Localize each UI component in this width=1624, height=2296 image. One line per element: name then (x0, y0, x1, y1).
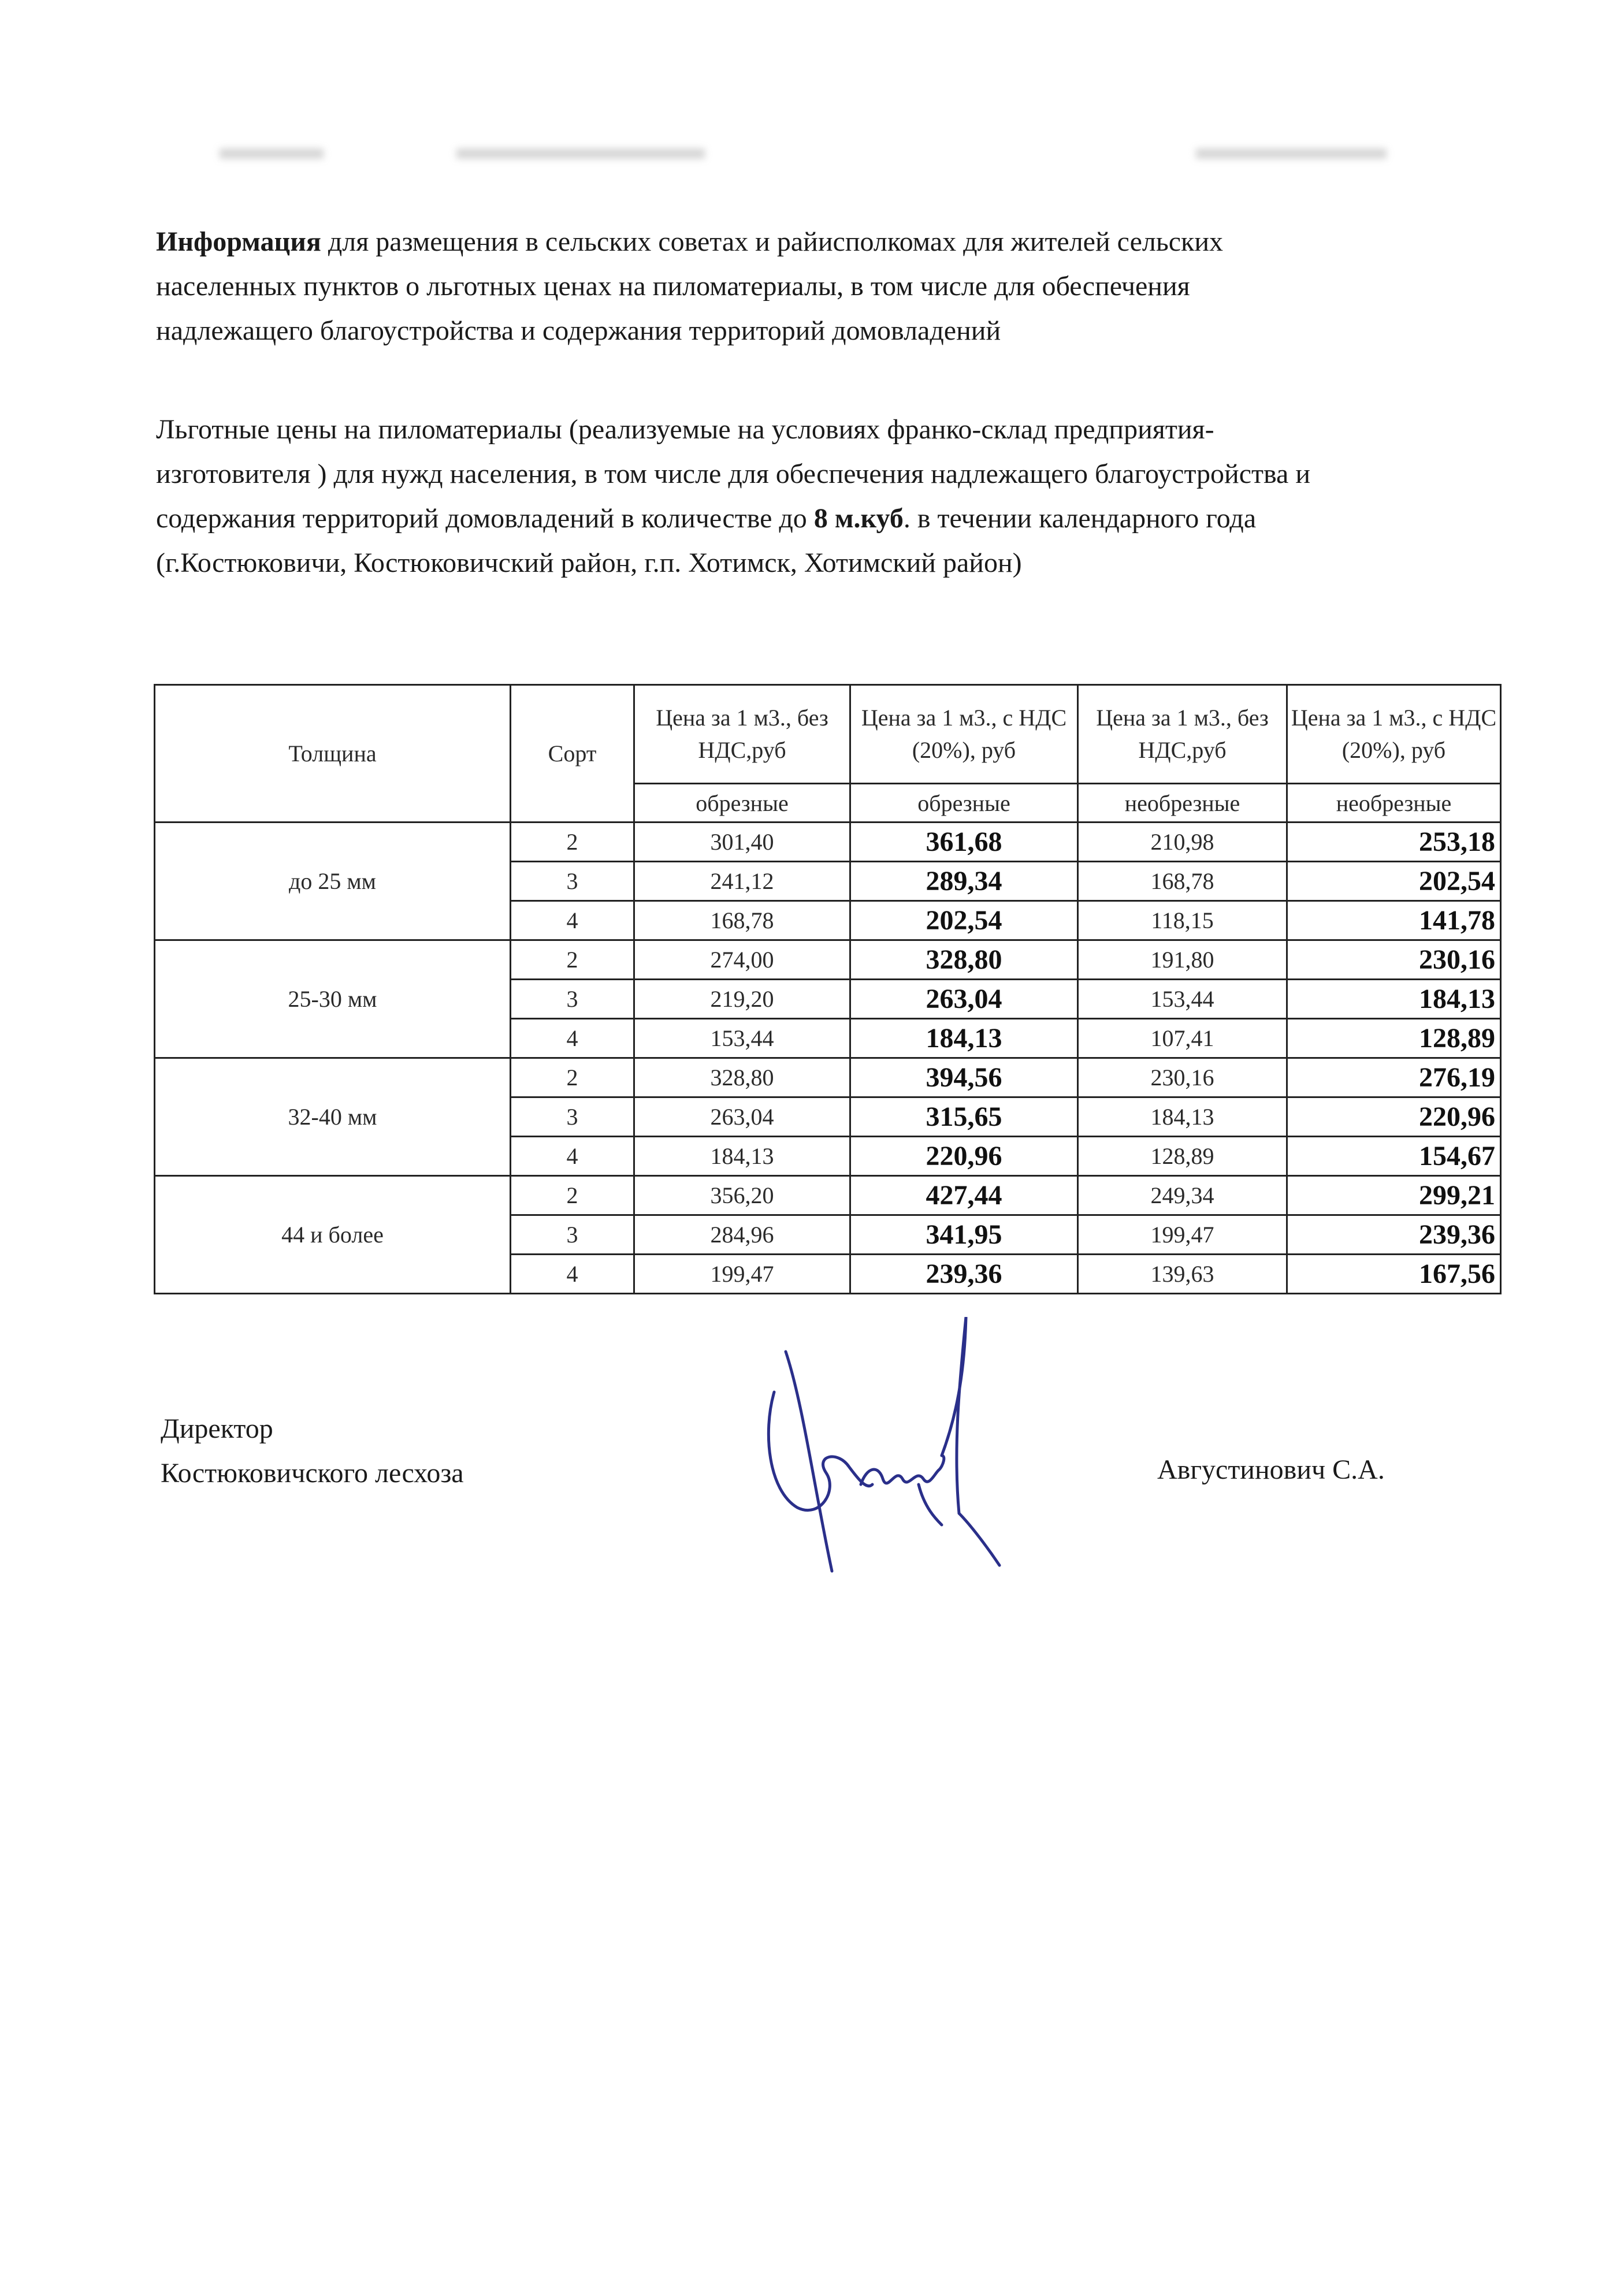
grade-cell: 2 (511, 1176, 634, 1215)
header-price-unedged-vat: Цена за 1 м3., с НДС (20%), руб (1287, 685, 1501, 784)
price-vat-cell: 394,56 (850, 1058, 1078, 1097)
price-cell: 356,20 (634, 1176, 850, 1215)
price-vat-cell: 202,54 (850, 901, 1078, 940)
price-vat-cell: 289,34 (850, 862, 1078, 901)
price-cell: 219,20 (634, 980, 850, 1019)
grade-cell: 2 (511, 823, 634, 862)
price-vat-cell: 220,96 (1287, 1097, 1501, 1137)
price-cell: 168,78 (1078, 862, 1287, 901)
price-vat-cell: 167,56 (1287, 1255, 1501, 1294)
grade-cell: 2 (511, 1058, 634, 1097)
subheader-unedged: необрезные (1287, 784, 1501, 823)
illegible-header-mark (1196, 136, 1387, 170)
price-cell: 199,47 (1078, 1215, 1287, 1255)
grade-cell: 4 (511, 1137, 634, 1176)
price-cell: 184,13 (1078, 1097, 1287, 1137)
price-cell: 210,98 (1078, 823, 1287, 862)
price-vat-cell: 276,19 (1287, 1058, 1501, 1097)
price-cell: 139,63 (1078, 1255, 1287, 1294)
thickness-cell: 32-40 мм (155, 1058, 511, 1176)
intro-line-1-rest: для размещения в сельских советах и райисполкомах для жителей сельских (321, 226, 1224, 257)
grade-cell: 4 (511, 901, 634, 940)
price-cell: 301,40 (634, 823, 850, 862)
header-grade: Сорт (511, 685, 634, 823)
price-table (154, 684, 1502, 1294)
illegible-header-mark (220, 136, 324, 170)
grade-cell: 4 (511, 1019, 634, 1058)
price-vat-cell: 220,96 (850, 1137, 1078, 1176)
thickness-cell: до 25 мм (155, 823, 511, 940)
table-row (155, 940, 1501, 980)
price-vat-cell: 184,13 (850, 1019, 1078, 1058)
price-cell: 230,16 (1078, 1058, 1287, 1097)
note-line-3-after: . в течении календарного года (903, 503, 1257, 534)
price-cell: 199,47 (634, 1255, 850, 1294)
thickness-cell: 44 и более (155, 1176, 511, 1294)
price-vat-cell: 239,36 (1287, 1215, 1501, 1255)
intro-line-2: населенных пунктов о льготных ценах на пиломатериалы, в том числе для обеспечения (156, 271, 1190, 302)
note-line-4: (г.Костюковичи, Костюковичский район, г.п. Хотимск, Хотимский район) (156, 548, 1022, 578)
subheader-edged: обрезные (850, 784, 1078, 823)
table-row (155, 1176, 1501, 1215)
intro-line-3: надлежащего благоустройства и содержания территорий домовладений (156, 315, 1001, 346)
price-cell: 241,12 (634, 862, 850, 901)
price-cell: 153,44 (1078, 980, 1287, 1019)
price-vat-cell: 328,80 (850, 940, 1078, 980)
price-vat-cell: 141,78 (1287, 901, 1501, 940)
table-row (155, 1058, 1501, 1097)
note-line-3-before: содержания территорий домовладений в количестве до (156, 503, 814, 534)
price-vat-cell: 253,18 (1287, 823, 1501, 862)
volume-limit: 8 м.куб (813, 503, 904, 534)
price-note-paragraph (156, 407, 1496, 585)
illegible-header-mark (456, 136, 705, 170)
price-vat-cell: 263,04 (850, 980, 1078, 1019)
price-vat-cell: 202,54 (1287, 862, 1501, 901)
price-vat-cell: 184,13 (1287, 980, 1501, 1019)
grade-cell: 2 (511, 940, 634, 980)
header-price-edged-vat: Цена за 1 м3., с НДС (20%), руб (850, 685, 1078, 784)
subheader-edged: обрезные (634, 784, 850, 823)
price-vat-cell: 230,16 (1287, 940, 1501, 980)
header-price-unedged-no-vat: Цена за 1 м3., без НДС,руб (1078, 685, 1287, 784)
subheader-unedged: необрезные (1078, 784, 1287, 823)
intro-lead: Информация (156, 226, 321, 257)
price-vat-cell: 341,95 (850, 1215, 1078, 1255)
signatory-block (161, 1406, 464, 1495)
grade-cell: 3 (511, 862, 634, 901)
intro-paragraph (156, 219, 1485, 353)
intro-line-1 (156, 219, 1485, 264)
price-cell: 107,41 (1078, 1019, 1287, 1058)
header-thickness: Толщина (155, 685, 511, 823)
price-cell: 118,15 (1078, 901, 1287, 940)
price-cell: 263,04 (634, 1097, 850, 1137)
handwritten-signature (751, 1317, 1063, 1583)
grade-cell: 4 (511, 1255, 634, 1294)
note-line-2: изготовителя ) для нужд населения, в том числе для обеспечения надлежащего благоустройства и (156, 459, 1310, 489)
price-vat-cell: 154,67 (1287, 1137, 1501, 1176)
price-cell: 184,13 (634, 1137, 850, 1176)
price-cell: 284,96 (634, 1215, 850, 1255)
price-cell: 128,89 (1078, 1137, 1287, 1176)
table-row (155, 823, 1501, 862)
price-cell: 191,80 (1078, 940, 1287, 980)
grade-cell: 3 (511, 1215, 634, 1255)
price-vat-cell: 361,68 (850, 823, 1078, 862)
price-cell: 249,34 (1078, 1176, 1287, 1215)
note-line-1: Льготные цены на пиломатериалы (реализуемые на условиях франко-склад предприятия- (156, 414, 1214, 445)
price-vat-cell: 128,89 (1287, 1019, 1501, 1058)
grade-cell: 3 (511, 1097, 634, 1137)
price-vat-cell: 299,21 (1287, 1176, 1501, 1215)
signatory-title: Директор (161, 1413, 273, 1444)
price-vat-cell: 239,36 (850, 1255, 1078, 1294)
price-cell: 168,78 (634, 901, 850, 940)
price-vat-cell: 315,65 (850, 1097, 1078, 1137)
signatory-name: Августинович С.А. (1157, 1454, 1385, 1485)
grade-cell: 3 (511, 980, 634, 1019)
price-cell: 274,00 (634, 940, 850, 980)
signatory-organization: Костюковичского лесхоза (161, 1458, 464, 1489)
price-cell: 328,80 (634, 1058, 850, 1097)
header-price-edged-no-vat: Цена за 1 м3., без НДС,руб (634, 685, 850, 784)
note-line-3 (156, 496, 1496, 541)
thickness-cell: 25-30 мм (155, 940, 511, 1058)
price-cell: 153,44 (634, 1019, 850, 1058)
price-vat-cell: 427,44 (850, 1176, 1078, 1215)
